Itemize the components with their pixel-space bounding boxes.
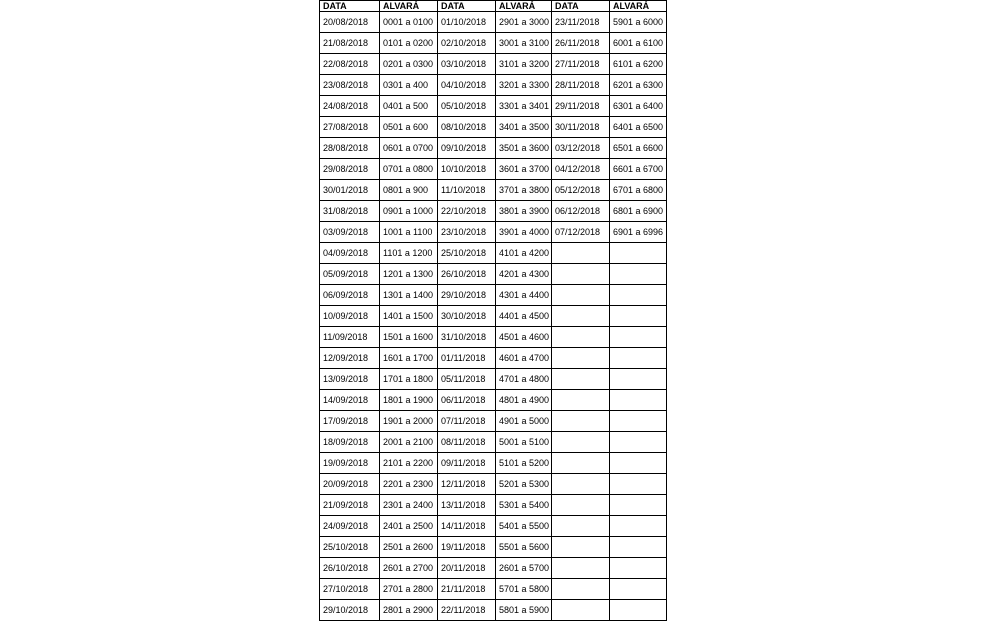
date-cell	[552, 411, 610, 432]
alvara-range-cell: 0101 a 0200	[380, 33, 438, 54]
alvara-range-cell: 6501 a 6600	[610, 138, 667, 159]
date-cell: 26/10/2018	[320, 558, 380, 579]
alvara-range-cell: 4301 a 4400	[496, 285, 552, 306]
date-cell	[552, 474, 610, 495]
alvara-range-cell: 6301 a 6400	[610, 96, 667, 117]
date-cell: 11/09/2018	[320, 327, 380, 348]
date-cell: 08/11/2018	[438, 432, 496, 453]
alvara-range-cell: 5201 a 5300	[496, 474, 552, 495]
table-row	[320, 453, 667, 474]
date-cell: 28/08/2018	[320, 138, 380, 159]
date-cell: 03/09/2018	[320, 222, 380, 243]
header-data-1: DATA	[320, 1, 380, 12]
date-cell: 01/10/2018	[438, 12, 496, 33]
alvara-range-cell: 6101 a 6200	[610, 54, 667, 75]
date-cell: 25/10/2018	[320, 537, 380, 558]
alvara-range-cell: 3301 a 3401	[496, 96, 552, 117]
date-cell: 21/08/2018	[320, 33, 380, 54]
table-row	[320, 264, 667, 285]
alvara-range-cell: 6401 a 6500	[610, 117, 667, 138]
date-cell: 09/10/2018	[438, 138, 496, 159]
date-cell	[552, 390, 610, 411]
alvara-range-cell: 2201 a 2300	[380, 474, 438, 495]
alvara-range-cell: 2601 a 5700	[496, 558, 552, 579]
date-cell: 25/10/2018	[438, 243, 496, 264]
alvara-range-cell: 1801 a 1900	[380, 390, 438, 411]
alvara-range-cell: 1601 a 1700	[380, 348, 438, 369]
alvara-range-cell: 4601 a 4700	[496, 348, 552, 369]
date-cell: 29/11/2018	[552, 96, 610, 117]
alvara-range-cell: 3001 a 3100	[496, 33, 552, 54]
table-row	[320, 306, 667, 327]
alvara-range-cell	[610, 285, 667, 306]
alvara-range-cell: 0901 a 1000	[380, 201, 438, 222]
alvara-range-cell: 5801 a 5900	[496, 600, 552, 621]
date-cell	[552, 516, 610, 537]
date-cell: 04/12/2018	[552, 159, 610, 180]
table-row	[320, 579, 667, 600]
table-row	[320, 411, 667, 432]
date-cell	[552, 579, 610, 600]
date-cell	[552, 495, 610, 516]
table-row	[320, 243, 667, 264]
date-cell: 13/11/2018	[438, 495, 496, 516]
table-row	[320, 75, 667, 96]
alvara-range-cell	[610, 495, 667, 516]
alvara-range-cell: 0201 a 0300	[380, 54, 438, 75]
alvara-range-cell	[610, 453, 667, 474]
alvara-range-cell: 4701 a 4800	[496, 369, 552, 390]
date-cell: 05/10/2018	[438, 96, 496, 117]
date-cell: 24/09/2018	[320, 516, 380, 537]
date-cell: 27/11/2018	[552, 54, 610, 75]
alvara-range-cell	[610, 558, 667, 579]
alvara-range-cell	[610, 264, 667, 285]
date-cell: 23/08/2018	[320, 75, 380, 96]
date-cell: 29/10/2018	[438, 285, 496, 306]
alvara-range-cell: 6201 a 6300	[610, 75, 667, 96]
date-cell: 10/09/2018	[320, 306, 380, 327]
alvara-range-cell	[610, 516, 667, 537]
alvara-range-cell: 4101 a 4200	[496, 243, 552, 264]
date-cell: 30/11/2018	[552, 117, 610, 138]
table-row	[320, 12, 667, 33]
alvara-range-cell	[610, 327, 667, 348]
alvara-range-cell: 2601 a 2700	[380, 558, 438, 579]
date-cell: 06/09/2018	[320, 285, 380, 306]
table-row	[320, 537, 667, 558]
alvara-range-cell: 5901 a 6000	[610, 12, 667, 33]
table-row	[320, 558, 667, 579]
alvara-range-cell	[610, 348, 667, 369]
date-cell: 20/09/2018	[320, 474, 380, 495]
alvara-range-cell: 2501 a 2600	[380, 537, 438, 558]
alvara-range-cell: 0301 a 400	[380, 75, 438, 96]
table-row	[320, 600, 667, 621]
date-cell: 22/11/2018	[438, 600, 496, 621]
header-data-3: DATA	[552, 1, 610, 12]
alvara-range-cell: 6901 a 6996	[610, 222, 667, 243]
date-cell: 05/12/2018	[552, 180, 610, 201]
date-cell	[552, 243, 610, 264]
alvara-range-cell	[610, 600, 667, 621]
date-cell: 22/08/2018	[320, 54, 380, 75]
alvara-range-cell: 0601 a 0700	[380, 138, 438, 159]
date-cell	[552, 558, 610, 579]
alvara-range-cell: 3201 a 3300	[496, 75, 552, 96]
date-cell: 21/09/2018	[320, 495, 380, 516]
date-cell: 20/08/2018	[320, 12, 380, 33]
alvara-range-cell: 0801 a 900	[380, 180, 438, 201]
date-cell: 12/11/2018	[438, 474, 496, 495]
alvara-range-cell: 3701 a 3800	[496, 180, 552, 201]
alvara-range-cell: 3501 a 3600	[496, 138, 552, 159]
date-cell: 11/10/2018	[438, 180, 496, 201]
alvara-range-cell	[610, 537, 667, 558]
alvara-range-cell: 2701 a 2800	[380, 579, 438, 600]
alvara-range-cell: 2101 a 2200	[380, 453, 438, 474]
alvara-range-cell: 4201 a 4300	[496, 264, 552, 285]
date-cell: 29/08/2018	[320, 159, 380, 180]
alvara-range-cell: 2001 a 2100	[380, 432, 438, 453]
table-row	[320, 369, 667, 390]
alvara-range-cell: 4501 a 4600	[496, 327, 552, 348]
date-cell	[552, 453, 610, 474]
alvara-schedule-table	[319, 0, 667, 621]
date-cell: 27/08/2018	[320, 117, 380, 138]
table-row	[320, 390, 667, 411]
alvara-range-cell: 3101 a 3200	[496, 54, 552, 75]
table-row	[320, 201, 667, 222]
date-cell: 06/12/2018	[552, 201, 610, 222]
alvara-range-cell: 3401 a 3500	[496, 117, 552, 138]
alvara-range-cell: 5101 a 5200	[496, 453, 552, 474]
alvara-range-cell: 3901 a 4000	[496, 222, 552, 243]
table-row	[320, 54, 667, 75]
schedule-body	[320, 12, 667, 621]
alvara-range-cell	[610, 474, 667, 495]
date-cell: 24/08/2018	[320, 96, 380, 117]
date-cell: 05/11/2018	[438, 369, 496, 390]
alvara-range-cell: 4401 a 4500	[496, 306, 552, 327]
table-row	[320, 138, 667, 159]
table-row	[320, 474, 667, 495]
alvara-range-cell	[610, 432, 667, 453]
alvara-range-cell	[610, 306, 667, 327]
alvara-range-cell: 0401 a 500	[380, 96, 438, 117]
alvara-range-cell	[610, 243, 667, 264]
alvara-range-cell	[610, 579, 667, 600]
date-cell	[552, 432, 610, 453]
date-cell: 20/11/2018	[438, 558, 496, 579]
date-cell: 30/10/2018	[438, 306, 496, 327]
table-row	[320, 117, 667, 138]
date-cell: 14/11/2018	[438, 516, 496, 537]
date-cell: 19/09/2018	[320, 453, 380, 474]
alvara-range-cell: 1901 a 2000	[380, 411, 438, 432]
table-row	[320, 516, 667, 537]
date-cell	[552, 327, 610, 348]
date-cell: 27/10/2018	[320, 579, 380, 600]
alvara-range-cell: 6801 a 6900	[610, 201, 667, 222]
alvara-range-cell: 5501 a 5600	[496, 537, 552, 558]
date-cell: 30/01/2018	[320, 180, 380, 201]
alvara-range-cell: 5301 a 5400	[496, 495, 552, 516]
date-cell: 08/10/2018	[438, 117, 496, 138]
header-alvara-3: ALVARÁ	[610, 1, 667, 12]
table-row	[320, 327, 667, 348]
date-cell: 09/11/2018	[438, 453, 496, 474]
alvara-range-cell: 4901 a 5000	[496, 411, 552, 432]
date-cell: 26/11/2018	[552, 33, 610, 54]
date-cell: 23/11/2018	[552, 12, 610, 33]
date-cell: 17/09/2018	[320, 411, 380, 432]
date-cell	[552, 600, 610, 621]
header-alvara-1: ALVARÁ	[380, 1, 438, 12]
date-cell: 03/12/2018	[552, 138, 610, 159]
date-cell: 13/09/2018	[320, 369, 380, 390]
header-row	[320, 1, 667, 12]
alvara-range-cell: 5401 a 5500	[496, 516, 552, 537]
alvara-range-cell: 5701 a 5800	[496, 579, 552, 600]
alvara-range-cell	[610, 411, 667, 432]
alvara-range-cell: 2401 a 2500	[380, 516, 438, 537]
date-cell	[552, 537, 610, 558]
alvara-range-cell	[610, 390, 667, 411]
date-cell: 19/11/2018	[438, 537, 496, 558]
date-cell: 04/10/2018	[438, 75, 496, 96]
date-cell: 28/11/2018	[552, 75, 610, 96]
header-data-2: DATA	[438, 1, 496, 12]
alvara-range-cell: 2901 a 3000	[496, 12, 552, 33]
alvara-range-cell: 3801 a 3900	[496, 201, 552, 222]
alvara-range-cell: 0501 a 600	[380, 117, 438, 138]
date-cell: 05/09/2018	[320, 264, 380, 285]
alvara-range-cell: 1001 a 1100	[380, 222, 438, 243]
date-cell	[552, 264, 610, 285]
date-cell	[552, 285, 610, 306]
table-row	[320, 180, 667, 201]
date-cell: 26/10/2018	[438, 264, 496, 285]
alvara-range-cell: 1401 a 1500	[380, 306, 438, 327]
date-cell	[552, 369, 610, 390]
alvara-range-cell: 1301 a 1400	[380, 285, 438, 306]
alvara-range-cell: 6701 a 6800	[610, 180, 667, 201]
date-cell: 06/11/2018	[438, 390, 496, 411]
header-alvara-2: ALVARÁ	[496, 1, 552, 12]
alvara-range-cell: 1501 a 1600	[380, 327, 438, 348]
date-cell: 23/10/2018	[438, 222, 496, 243]
table-row	[320, 159, 667, 180]
alvara-range-cell: 1201 a 1300	[380, 264, 438, 285]
table-row	[320, 285, 667, 306]
table-row	[320, 33, 667, 54]
date-cell: 01/11/2018	[438, 348, 496, 369]
alvara-range-cell: 1101 a 1200	[380, 243, 438, 264]
alvara-range-cell: 4801 a 4900	[496, 390, 552, 411]
table-row	[320, 432, 667, 453]
date-cell: 14/09/2018	[320, 390, 380, 411]
date-cell	[552, 306, 610, 327]
date-cell: 07/12/2018	[552, 222, 610, 243]
date-cell: 03/10/2018	[438, 54, 496, 75]
date-cell: 29/10/2018	[320, 600, 380, 621]
table-row	[320, 222, 667, 243]
alvara-range-cell: 6601 a 6700	[610, 159, 667, 180]
date-cell: 31/10/2018	[438, 327, 496, 348]
date-cell: 07/11/2018	[438, 411, 496, 432]
alvara-range-cell: 0001 a 0100	[380, 12, 438, 33]
date-cell: 10/10/2018	[438, 159, 496, 180]
date-cell: 04/09/2018	[320, 243, 380, 264]
alvara-range-cell: 3601 a 3700	[496, 159, 552, 180]
alvara-range-cell	[610, 369, 667, 390]
date-cell: 31/08/2018	[320, 201, 380, 222]
table-row	[320, 348, 667, 369]
alvara-range-cell: 1701 a 1800	[380, 369, 438, 390]
date-cell: 18/09/2018	[320, 432, 380, 453]
alvara-range-cell: 2301 a 2400	[380, 495, 438, 516]
alvara-range-cell: 2801 a 2900	[380, 600, 438, 621]
alvara-range-cell: 5001 a 5100	[496, 432, 552, 453]
alvara-range-cell: 6001 a 6100	[610, 33, 667, 54]
date-cell	[552, 348, 610, 369]
table-row	[320, 96, 667, 117]
date-cell: 22/10/2018	[438, 201, 496, 222]
date-cell: 21/11/2018	[438, 579, 496, 600]
alvara-range-cell: 0701 a 0800	[380, 159, 438, 180]
date-cell: 12/09/2018	[320, 348, 380, 369]
date-cell: 02/10/2018	[438, 33, 496, 54]
table-row	[320, 495, 667, 516]
